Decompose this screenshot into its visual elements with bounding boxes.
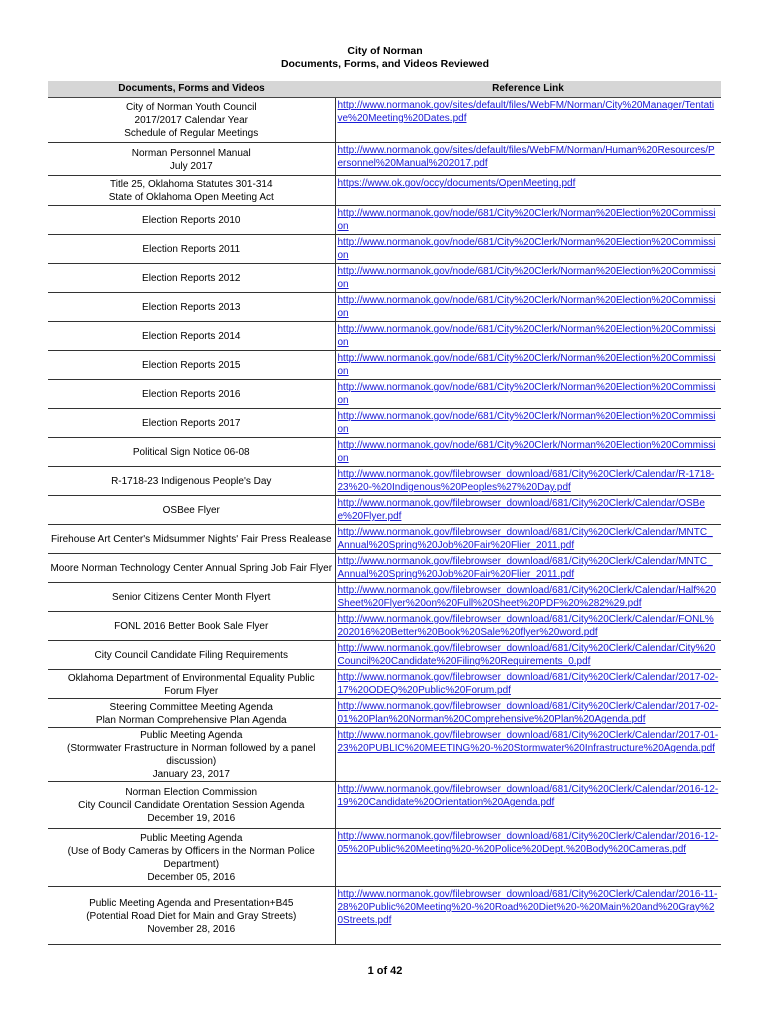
reference-link[interactable]: http://www.normanok.gov/filebrowser_download/681/City%20Clerk/Calendar/MNTC_Annual%20Spring%20Job%20Fair%20Flier_2011.pdf xyxy=(335,525,721,554)
table-row xyxy=(48,612,721,641)
reference-link[interactable]: http://www.normanok.gov/sites/default/files/WebFM/Norman/Human%20Resources/Personnel%20Manual%202017.pdf xyxy=(335,143,721,176)
table-row xyxy=(48,143,721,176)
document-name-cell xyxy=(48,641,335,670)
document-name-cell xyxy=(48,380,335,409)
column-header-reference-link: Reference Link xyxy=(335,81,721,98)
document-name-cell xyxy=(48,438,335,467)
table-row xyxy=(48,98,721,143)
document-name-line: Public Meeting Agenda and Presentation+B45 xyxy=(89,897,294,909)
document-name-cell xyxy=(48,409,335,438)
document-name-line: Firehouse Art Center's Midsummer Nights' Fair Press Realease xyxy=(50,534,332,545)
document-name-cell xyxy=(48,887,335,945)
document-name-cell xyxy=(48,206,335,235)
document-name-line: Schedule of Regular Meetings xyxy=(124,128,259,139)
reference-link[interactable]: http://www.normanok.gov/filebrowser_download/681/City%20Clerk/Calendar/Half%20Sheet%20Flyer%20on%20Full%20Sheet%20PDF%20%282%29.pdf xyxy=(335,583,721,612)
table-row xyxy=(48,351,721,380)
document-name-line: (Stormwater Frastructure in Norman followed by a panel discussion) xyxy=(67,743,316,767)
document-name-cell xyxy=(48,322,335,351)
table-row xyxy=(48,554,721,583)
document-name-line: December 05, 2016 xyxy=(147,872,236,883)
reference-link[interactable]: http://www.normanok.gov/filebrowser_download/681/City%20Clerk/Calendar/R-1718-23%20-%20Indigenous%20Peoples%27%20Day.pdf xyxy=(335,467,721,496)
document-name-cell xyxy=(48,699,335,728)
table-row xyxy=(48,782,721,829)
reference-link[interactable]: http://www.normanok.gov/node/681/City%20Clerk/Norman%20Election%20Commission xyxy=(335,206,721,235)
table-row xyxy=(48,699,721,728)
document-name-line: State of Oklahoma Open Meeting Act xyxy=(108,192,274,203)
document-name-line: Oklahoma Department of Environmental Equality Public xyxy=(67,672,315,684)
document-name-line: Election Reports 2013 xyxy=(142,302,241,313)
document-name-cell xyxy=(48,612,335,641)
reference-link[interactable]: http://www.normanok.gov/node/681/City%20Clerk/Norman%20Election%20Commission xyxy=(335,322,721,351)
table-row xyxy=(48,887,721,945)
document-name-line: Election Reports 2010 xyxy=(142,215,241,226)
table-row xyxy=(48,293,721,322)
documents-table xyxy=(48,81,721,945)
document-name-cell xyxy=(48,351,335,380)
document-name-cell xyxy=(48,143,335,176)
document-name-cell xyxy=(48,264,335,293)
document-name-line: Senior Citizens Center Month Flyert xyxy=(112,592,271,603)
document-name-line: Steering Committee Meeting Agenda xyxy=(109,701,273,713)
table-row xyxy=(48,829,721,887)
table-row xyxy=(48,206,721,235)
document-name-cell xyxy=(48,554,335,583)
table-row xyxy=(48,409,721,438)
document-name-cell xyxy=(48,670,335,699)
document-name-line: Election Reports 2014 xyxy=(142,331,241,342)
document-name-cell xyxy=(48,293,335,322)
document-name-line: OSBee Flyer xyxy=(162,505,220,516)
table-row xyxy=(48,641,721,670)
document-name-line: Election Reports 2012 xyxy=(142,273,241,284)
document-name-line: January 23, 2017 xyxy=(152,769,230,780)
document-name-line: City of Norman Youth Council xyxy=(125,102,257,113)
document-name-line: City Council Candidate Orentation Session Agenda xyxy=(78,800,305,811)
table-row xyxy=(48,728,721,782)
document-name-line: Plan Norman Comprehensive Plan Agenda xyxy=(95,714,287,726)
reference-link[interactable]: http://www.normanok.gov/filebrowser_download/681/City%20Clerk/Calendar/2017-02-01%20Plan%20Norman%20Comprehensive%20Plan%20Agenda.pdf xyxy=(335,699,721,728)
document-name-line: Political Sign Notice 06-08 xyxy=(132,447,250,458)
reference-link[interactable]: http://www.normanok.gov/filebrowser_download/681/City%20Clerk/Calendar/OSBee%20Flyer.pdf xyxy=(335,496,721,525)
document-name-line: R-1718-23 Indigenous People's Day xyxy=(111,476,272,487)
reference-link[interactable]: http://www.normanok.gov/node/681/City%20Clerk/Norman%20Election%20Commission xyxy=(335,264,721,293)
document-name-cell xyxy=(48,829,335,887)
reference-link[interactable]: http://www.normanok.gov/filebrowser_download/681/City%20Clerk/Calendar/FONL%202016%20Better%20Book%20Sale%20flyer%20word.pdf xyxy=(335,612,721,641)
reference-link[interactable]: http://www.normanok.gov/filebrowser_download/681/City%20Clerk/Calendar/MNTC_Annual%20Spring%20Job%20Fair%20Flier_2011.pdf xyxy=(335,554,721,583)
reference-link[interactable]: http://www.normanok.gov/node/681/City%20Clerk/Norman%20Election%20Commission xyxy=(335,351,721,380)
document-name-line: Moore Norman Technology Center Annual Spring Job Fair Flyer xyxy=(50,563,333,574)
document-name-line: (Potential Road Diet for Main and Gray Streets) xyxy=(86,910,297,922)
document-name-line: City Council Candidate Filing Requirements xyxy=(94,650,288,661)
reference-link[interactable]: http://www.normanok.gov/node/681/City%20Clerk/Norman%20Election%20Commission xyxy=(335,293,721,322)
document-name-line: Public Meeting Agenda xyxy=(140,833,243,844)
reference-link[interactable]: http://www.normanok.gov/filebrowser_download/681/City%20Clerk/Calendar/2017-02-17%20ODEQ%20Public%20Forum.pdf xyxy=(335,670,721,699)
column-header-documents: Documents, Forms and Videos xyxy=(48,81,335,98)
table-row xyxy=(48,380,721,409)
document-subtitle: Documents, Forms, and Videos Reviewed xyxy=(280,58,490,70)
document-name-line: 2017/2017 Calendar Year xyxy=(134,115,248,126)
table-row xyxy=(48,264,721,293)
document-name-cell xyxy=(48,235,335,264)
document-name-line: Election Reports 2015 xyxy=(142,360,241,371)
reference-link[interactable]: http://www.normanok.gov/filebrowser_download/681/City%20Clerk/Calendar/2016-12-19%20Candidate%20Orientation%20Agenda.pdf xyxy=(335,782,721,829)
document-name-cell xyxy=(48,467,335,496)
document-name-cell xyxy=(48,525,335,554)
document-name-line: FONL 2016 Better Book Sale Flyer xyxy=(114,621,269,632)
reference-link[interactable]: http://www.normanok.gov/node/681/City%20Clerk/Norman%20Election%20Commission xyxy=(335,409,721,438)
table-row xyxy=(48,322,721,351)
document-name-cell xyxy=(48,782,335,829)
document-name-cell xyxy=(48,728,335,782)
document-name-line: Public Meeting Agenda xyxy=(140,730,243,741)
document-name-line: Election Reports 2011 xyxy=(142,244,241,255)
table-row xyxy=(48,438,721,467)
table-row xyxy=(48,525,721,554)
table-header-row xyxy=(48,81,721,98)
reference-link[interactable]: http://www.normanok.gov/node/681/City%20Clerk/Norman%20Election%20Commission xyxy=(335,438,721,467)
table-row xyxy=(48,670,721,699)
table-row xyxy=(48,583,721,612)
document-name-line: Title 25, Oklahoma Statutes 301-314 xyxy=(110,179,273,190)
reference-link[interactable]: http://www.normanok.gov/node/681/City%20Clerk/Norman%20Election%20Commission xyxy=(335,380,721,409)
reference-link[interactable]: http://www.normanok.gov/sites/default/files/WebFM/Norman/City%20Manager/Tentative%20Meeting%20Dates.pdf xyxy=(335,98,721,143)
document-name-line: Norman Personnel Manual xyxy=(131,147,251,159)
table-row xyxy=(48,176,721,206)
document-title: City of Norman xyxy=(347,45,423,57)
reference-link[interactable]: http://www.normanok.gov/filebrowser_download/681/City%20Clerk/Calendar/City%20Council%20Candidate%20Filing%20Requirements_0.pdf xyxy=(335,641,721,670)
document-name-cell xyxy=(48,98,335,143)
table-row xyxy=(48,235,721,264)
page-number: 1 of 42 xyxy=(367,965,403,977)
reference-link[interactable]: http://www.normanok.gov/filebrowser_download/681/City%20Clerk/Calendar/2016-11-28%20Public%20Meeting%20-%20Road%20Diet%20-%20Main%20and%20Gray%20Streets.pdf xyxy=(335,887,721,945)
table-row xyxy=(48,467,721,496)
document-name-cell xyxy=(48,496,335,525)
document-name-line: July 2017 xyxy=(169,160,213,172)
reference-link[interactable]: http://www.normanok.gov/filebrowser_download/681/City%20Clerk/Calendar/2016-12-05%20Public%20Meeting%20-%20Police%20Dept.%20Body%20Cameras.pdf xyxy=(335,829,721,887)
reference-link[interactable]: https://www.ok.gov/occy/documents/OpenMeeting.pdf xyxy=(335,176,721,206)
document-name-line: Election Reports 2016 xyxy=(142,389,241,400)
document-name-cell xyxy=(48,583,335,612)
reference-link[interactable]: http://www.normanok.gov/node/681/City%20Clerk/Norman%20Election%20Commission xyxy=(335,235,721,264)
reference-link[interactable]: http://www.normanok.gov/filebrowser_download/681/City%20Clerk/Calendar/2017-01-23%20PUBLIC%20MEETING%20-%20Stormwater%20Infrastructure%20Agenda.pdf xyxy=(335,728,721,782)
document-name-line: (Use of Body Cameras by Officers in the Norman Police Department) xyxy=(67,846,315,870)
document-name-line: December 19, 2016 xyxy=(147,813,236,824)
table-row xyxy=(48,496,721,525)
document-name-line: November 28, 2016 xyxy=(147,923,236,935)
document-name-line: Forum Flyer xyxy=(164,685,219,697)
document-name-line: Election Reports 2017 xyxy=(142,418,241,429)
document-name-cell xyxy=(48,176,335,206)
document-name-line: Norman Election Commission xyxy=(125,787,258,798)
